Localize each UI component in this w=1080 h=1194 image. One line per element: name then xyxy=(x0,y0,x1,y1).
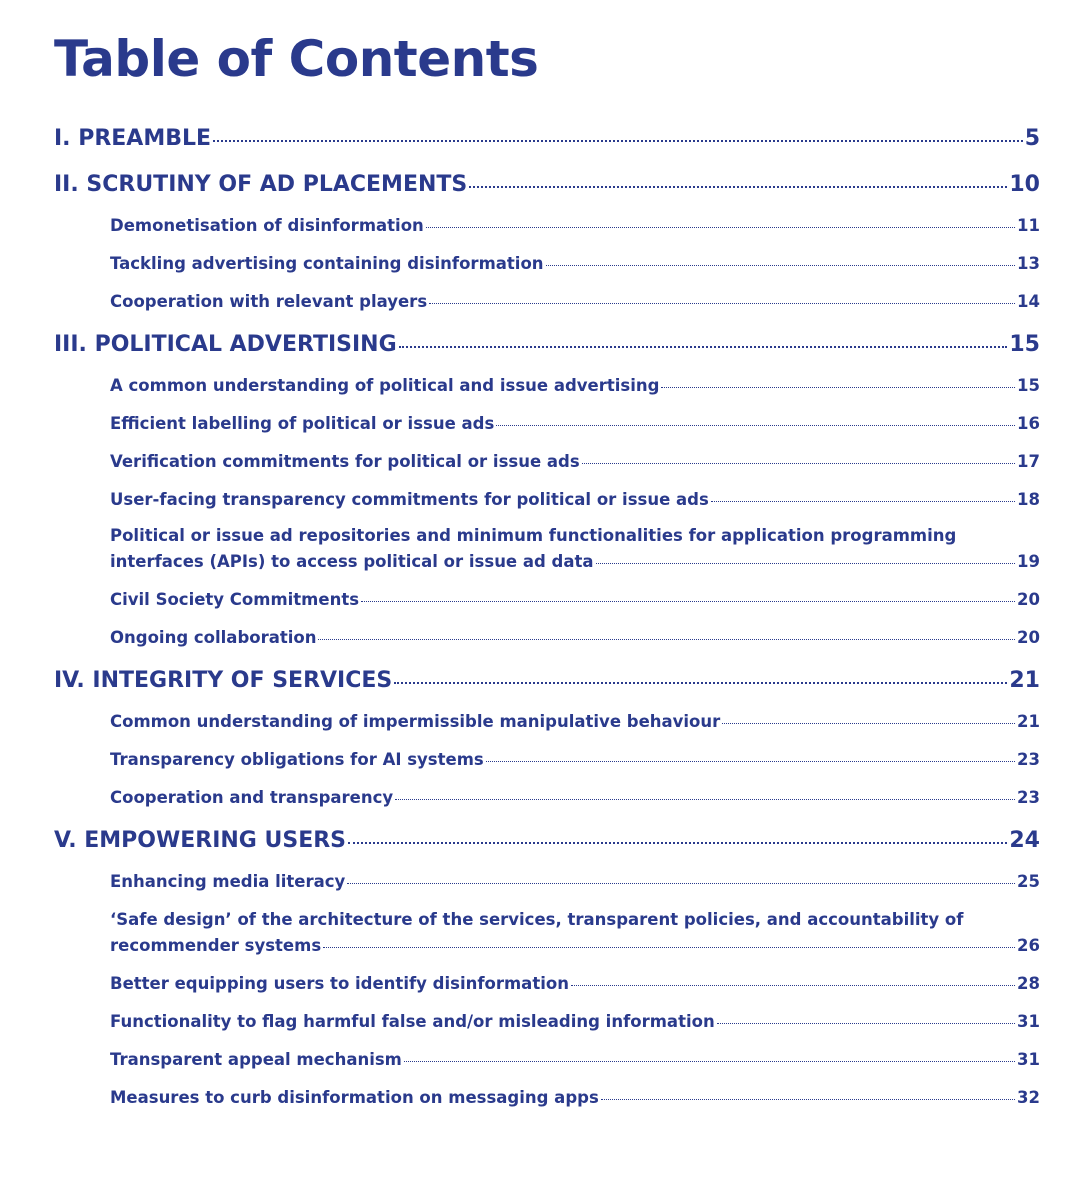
dot-leader xyxy=(546,265,1016,266)
toc-subsection-entry[interactable] xyxy=(110,552,1040,571)
toc-entry-title: User-facing transparency commitments for political or issue ads xyxy=(110,490,709,509)
dot-leader xyxy=(394,682,1007,684)
toc-entry-title: II. SCRUTINY OF AD PLACEMENTS xyxy=(54,172,468,197)
toc-page-number: 16 xyxy=(1017,414,1040,433)
toc-page-number: 21 xyxy=(1017,712,1040,731)
toc-subsection-entry[interactable] xyxy=(110,254,1040,273)
toc-page-number: 31 xyxy=(1017,1050,1040,1069)
toc-page-number: 14 xyxy=(1017,292,1040,311)
dot-leader xyxy=(469,186,1007,188)
toc-entry-title: Civil Society Commitments xyxy=(110,590,360,609)
dot-leader xyxy=(395,799,1015,800)
toc-page-number: 31 xyxy=(1017,1012,1040,1031)
toc-entry-title: III. POLITICAL ADVERTISING xyxy=(54,332,397,357)
dot-leader xyxy=(404,1061,1015,1062)
toc-subsection-entry[interactable] xyxy=(110,490,1040,509)
toc-entry-title: recommender systems xyxy=(110,936,322,955)
toc-subsection-entry[interactable] xyxy=(110,452,1040,471)
toc-entry-title: Common understanding of impermissible manipulative behaviour xyxy=(110,712,721,731)
toc-entry-title: IV. INTEGRITY OF SERVICES xyxy=(54,668,393,693)
dot-leader xyxy=(571,985,1015,986)
dot-leader xyxy=(213,140,1023,142)
toc-page-number: 19 xyxy=(1017,552,1040,571)
toc-entry-title: Better equipping users to identify disinformation xyxy=(110,974,569,993)
toc-page-number: 17 xyxy=(1017,452,1040,471)
toc-page-number: 18 xyxy=(1017,490,1040,509)
toc-page-number: 23 xyxy=(1017,788,1040,807)
toc-page-number: 20 xyxy=(1017,628,1040,647)
toc-page-number: 32 xyxy=(1017,1088,1040,1107)
toc-entry-title: interfaces (APIs) to access political or issue ad data xyxy=(110,552,594,571)
toc-subsection-entry[interactable] xyxy=(110,750,1040,769)
toc-entry-title: Enhancing media literacy xyxy=(110,872,346,891)
toc-section-entry[interactable] xyxy=(54,828,1040,853)
toc-entry-title: V. EMPOWERING USERS xyxy=(54,828,347,853)
dot-leader xyxy=(601,1099,1015,1100)
toc-section-entry[interactable] xyxy=(54,668,1040,693)
toc-page-number: 23 xyxy=(1017,750,1040,769)
toc-entry-title: Functionality to flag harmful false and/or misleading information xyxy=(110,1012,715,1031)
toc-page-number: 26 xyxy=(1017,936,1040,955)
dot-leader xyxy=(347,883,1015,884)
dot-leader xyxy=(426,227,1015,228)
toc-page-number: 13 xyxy=(1017,254,1040,273)
dot-leader xyxy=(582,463,1015,464)
toc-subsection-entry[interactable] xyxy=(110,1088,1040,1107)
toc-entry-title: Cooperation with relevant players xyxy=(110,292,428,311)
toc-entry-line1[interactable]: Political or issue ad repositories and minimum functionalities for application programming xyxy=(110,526,957,545)
toc-section-entry[interactable] xyxy=(54,172,1040,197)
toc-section-entry[interactable] xyxy=(54,332,1040,357)
toc-entry-title: Transparent appeal mechanism xyxy=(110,1050,402,1069)
toc-subsection-entry[interactable] xyxy=(110,1050,1040,1069)
dot-leader xyxy=(486,761,1015,762)
dot-leader xyxy=(318,639,1015,640)
toc-subsection-entry[interactable] xyxy=(110,216,1040,235)
toc-entry-line1[interactable]: ‘Safe design’ of the architecture of the services, transparent policies, and accountability of xyxy=(110,910,964,929)
toc-entry-title: Cooperation and transparency xyxy=(110,788,394,807)
dot-leader xyxy=(722,723,1015,724)
toc-page-number: 10 xyxy=(1009,172,1040,197)
toc-section-entry[interactable] xyxy=(54,126,1040,151)
dot-leader xyxy=(348,842,1007,844)
toc-entry-title: I. PREAMBLE xyxy=(54,126,212,151)
toc-entry-title: Ongoing collaboration xyxy=(110,628,317,647)
dot-leader xyxy=(323,947,1015,948)
toc-entry-title: Tackling advertising containing disinformation xyxy=(110,254,544,273)
dot-leader xyxy=(661,387,1015,388)
toc-page-number: 15 xyxy=(1009,332,1040,357)
page-title: Table of Contents xyxy=(54,30,539,88)
toc-page-number: 15 xyxy=(1017,376,1040,395)
toc-page-number: 5 xyxy=(1024,126,1040,151)
toc-entry-title: Transparency obligations for AI systems xyxy=(110,750,484,769)
toc-subsection-entry[interactable] xyxy=(110,788,1040,807)
toc-subsection-entry[interactable] xyxy=(110,376,1040,395)
toc-subsection-entry[interactable] xyxy=(110,414,1040,433)
toc-page-number: 25 xyxy=(1017,872,1040,891)
toc-page-number: 28 xyxy=(1017,974,1040,993)
toc-subsection-entry[interactable] xyxy=(110,936,1040,955)
toc-page-number: 11 xyxy=(1017,216,1040,235)
dot-leader xyxy=(361,601,1015,602)
toc-entry-title: Measures to curb disinformation on messaging apps xyxy=(110,1088,599,1107)
toc-subsection-entry[interactable] xyxy=(110,292,1040,311)
toc-entry-title: Efficient labelling of political or issue ads xyxy=(110,414,495,433)
toc-entry-title: A common understanding of political and issue advertising xyxy=(110,376,660,395)
dot-leader xyxy=(717,1023,1015,1024)
dot-leader xyxy=(429,303,1015,304)
toc-subsection-entry[interactable] xyxy=(110,872,1040,891)
toc-subsection-entry[interactable] xyxy=(110,590,1040,609)
toc-subsection-entry[interactable] xyxy=(110,712,1040,731)
toc-page-number: 24 xyxy=(1009,828,1040,853)
toc-subsection-entry[interactable] xyxy=(110,1012,1040,1031)
toc-subsection-entry[interactable] xyxy=(110,628,1040,647)
dot-leader xyxy=(399,346,1008,348)
toc-entry-title: Verification commitments for political or issue ads xyxy=(110,452,580,471)
toc-subsection-entry[interactable] xyxy=(110,974,1040,993)
dot-leader xyxy=(496,425,1015,426)
toc-page-number: 20 xyxy=(1017,590,1040,609)
toc-entry-title: Demonetisation of disinformation xyxy=(110,216,424,235)
dot-leader xyxy=(711,501,1015,502)
dot-leader xyxy=(596,563,1016,564)
toc-page-number: 21 xyxy=(1009,668,1040,693)
